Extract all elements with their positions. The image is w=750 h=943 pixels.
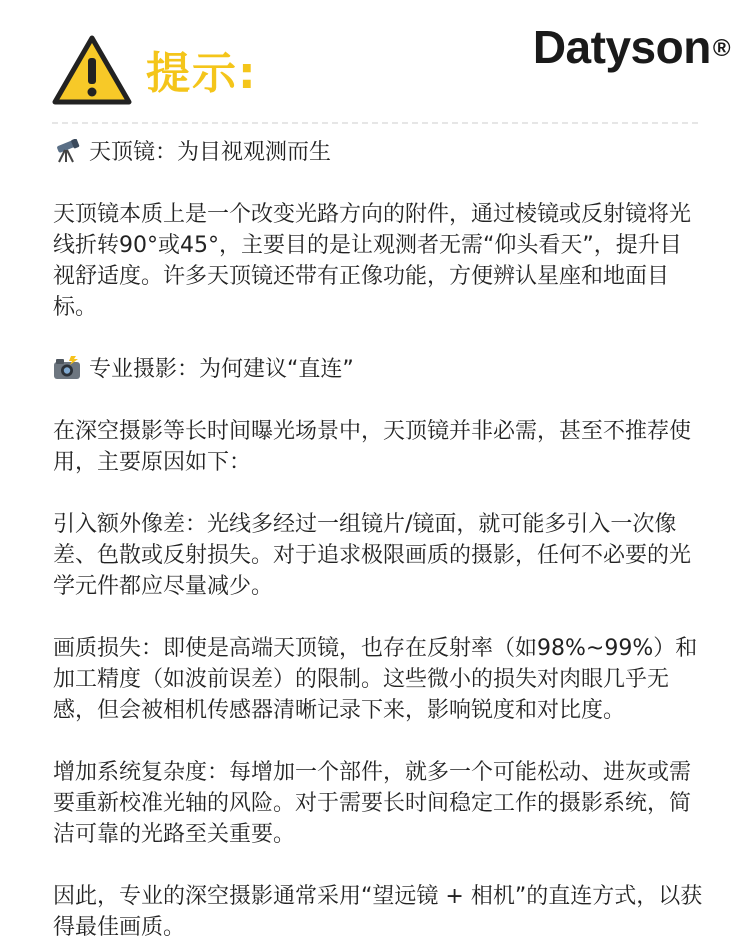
brand-logo <box>533 20 730 74</box>
section-heading-zenith <box>53 137 703 168</box>
paragraph: 引入额外像差：光线多经过一组镜片/镜面，就可能多引入一次像差、色散或反射损失。对于追求极限画质的摄影，任何不必要的光学元件都应尽量减少。 <box>53 512 692 599</box>
paragraph: 增加系统复杂度：每增加一个部件，就多一个可能松动、进灰或需要重新校准光轴的风险。对于需要长时间稳定工作的摄影系统，简洁可靠的光路至关重要。 <box>53 760 692 847</box>
section-heading-text: 专业摄影：为何建议“直连” <box>89 357 354 382</box>
paragraph: 因此，专业的深空摄影通常采用“望远镜 + 相机”的直连方式，以获得最佳画质。 <box>53 884 703 940</box>
article-body <box>53 137 703 943</box>
paragraph: 天顶镜本质上是一个改变光路方向的附件，通过棱镜或反射镜将光线折转90°或45°，主要目的是让观测者无需“仰头看天”，提升目视舒适度。许多天顶镜还带有正像功能，方便辨认星座和地面目标。 <box>53 202 692 320</box>
section-heading-text: 天顶镜：为目视观测而生 <box>89 140 332 165</box>
paragraph: 在深空摄影等长时间曝光场景中，天顶镜并非必需，甚至不推荐使用，主要原因如下： <box>53 419 692 475</box>
warning-triangle-icon <box>52 34 132 106</box>
registered-mark: ® <box>712 35 730 62</box>
page-title: 提示: <box>146 48 258 99</box>
header <box>0 0 750 120</box>
paragraph: 画质损失：即使是高端天顶镜，也存在反射率（如98%~99%）和加工精度（如波前误差）的限制。这些微小的损失对肉眼几乎无感，但会被相机传感器清晰记录下来，影响锐度和对比度。 <box>53 636 698 723</box>
brand-name: Datyson <box>532 21 711 73</box>
camera-flash-icon <box>53 356 81 380</box>
divider <box>52 122 698 124</box>
section-heading-photography <box>53 354 703 385</box>
telescope-icon <box>53 139 81 163</box>
